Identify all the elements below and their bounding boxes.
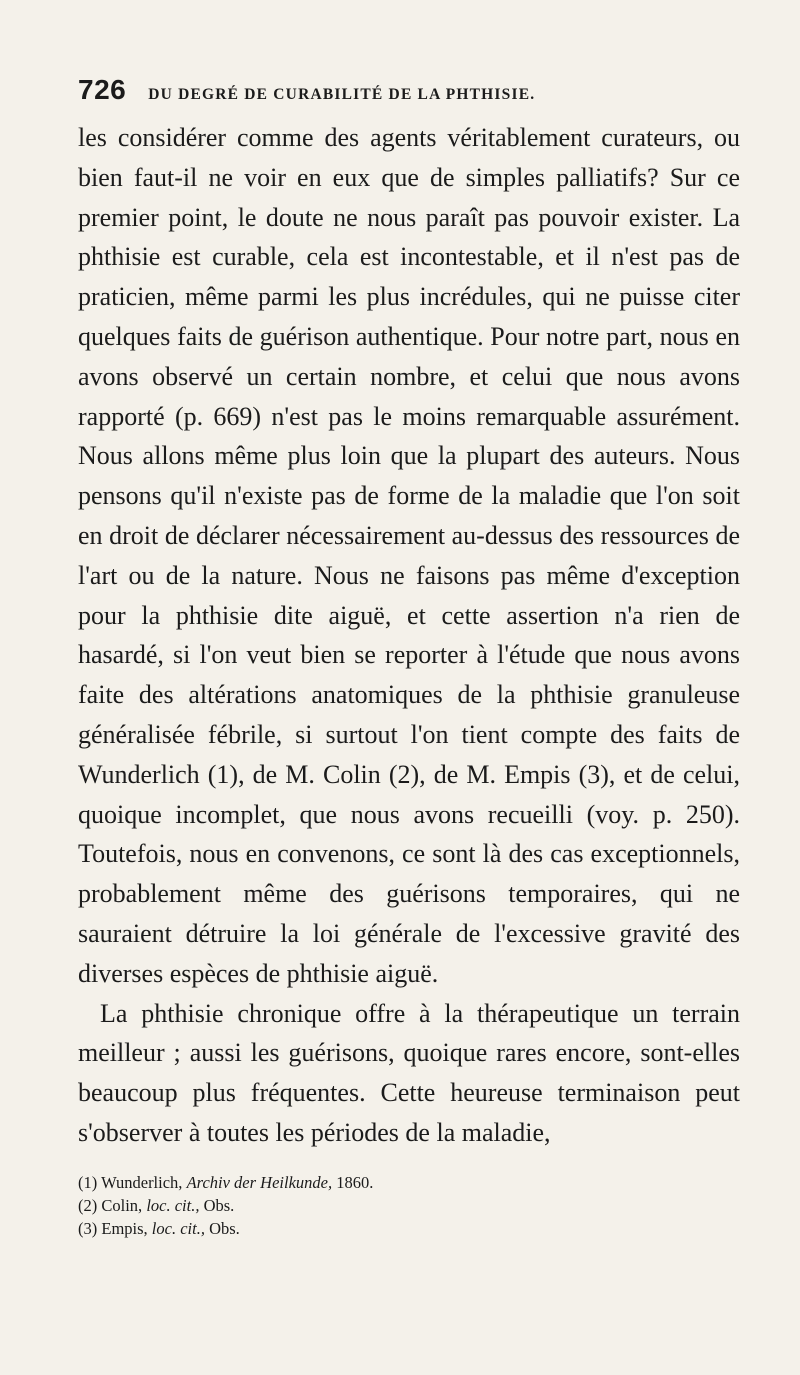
footnote-rest: Obs. bbox=[209, 1218, 240, 1238]
footnote-rest: Obs. bbox=[203, 1195, 235, 1215]
book-page bbox=[78, 74, 740, 1240]
footnote-title: Archiv der Heilkunde, bbox=[186, 1172, 333, 1192]
running-title: DU DEGRÉ DE CURABILITÉ DE LA PHTHISIE. bbox=[148, 86, 536, 103]
footnotes bbox=[78, 1171, 740, 1240]
footnote-title: loc. cit., bbox=[146, 1195, 200, 1215]
footnote-author: Empis, bbox=[101, 1218, 148, 1238]
footnote-marker: (1) bbox=[78, 1172, 98, 1192]
page-header bbox=[78, 74, 740, 114]
page-number: 726 bbox=[78, 74, 127, 105]
footnote-marker: (3) bbox=[78, 1218, 98, 1238]
footnote-marker: (2) bbox=[78, 1195, 98, 1215]
body-text bbox=[78, 118, 740, 1153]
footnote-author: Colin, bbox=[101, 1195, 143, 1215]
footnote-1 bbox=[78, 1171, 740, 1194]
paragraph: La phthisie chronique offre à la thérapeutique un terrain meilleur ; aussi les guérisons, quoique rares encore, sont-elles beaucoup plus fréquentes. Cette heureuse terminaison peut s'observer à toutes les périodes de la maladie, bbox=[78, 998, 740, 1147]
footnote-3 bbox=[78, 1217, 740, 1240]
footnote-2 bbox=[78, 1194, 740, 1217]
footnote-rest: 1860. bbox=[336, 1172, 374, 1192]
paragraph: les considérer comme des agents véritablement curateurs, ou bien faut-il ne voir en eux que de simples palliatifs? Sur ce premier point, le doute ne nous paraît pas pouvoir exister. La phthisie est curable, cela est incontestable, et il n'est pas de praticien, même parmi les plus incrédules, qui ne puisse citer quelques faits de guérison authentique. Pour notre part, nous en avons observé un certain nombre, et celui que nous avons rapporté (p. 669) n'est pas le moins remarquable assurément. Nous allons même plus loin que la plupart des auteurs. Nous pensons qu'il n'existe pas de forme de la maladie que l'on soit en droit de déclarer nécessairement au-dessus des ressources de l'art ou de la nature. Nous ne faisons pas même d'exception pour la phthisie dite aiguë, et cette assertion n'a rien de hasardé, si l'on veut bien se reporter à l'étude que nous avons faite des altérations anatomiques de la phthisie granuleuse généralisée fébrile, si surtout l'on tient compte des faits de Wunderlich (1), de M. Colin (2), de M. Empis (3), et de celui, quoique incomplet, que nous avons recueilli (voy. p. 250). Toutefois, nous en convenons, ce sont là des cas exceptionnels, probablement même des guérisons temporaires, qui ne sauraient détruire la loi générale de l'excessive gravité des diverses espèces de phthisie aiguë. bbox=[78, 123, 740, 988]
footnote-author: Wunderlich, bbox=[101, 1172, 183, 1192]
footnote-title: loc. cit., bbox=[151, 1218, 205, 1238]
